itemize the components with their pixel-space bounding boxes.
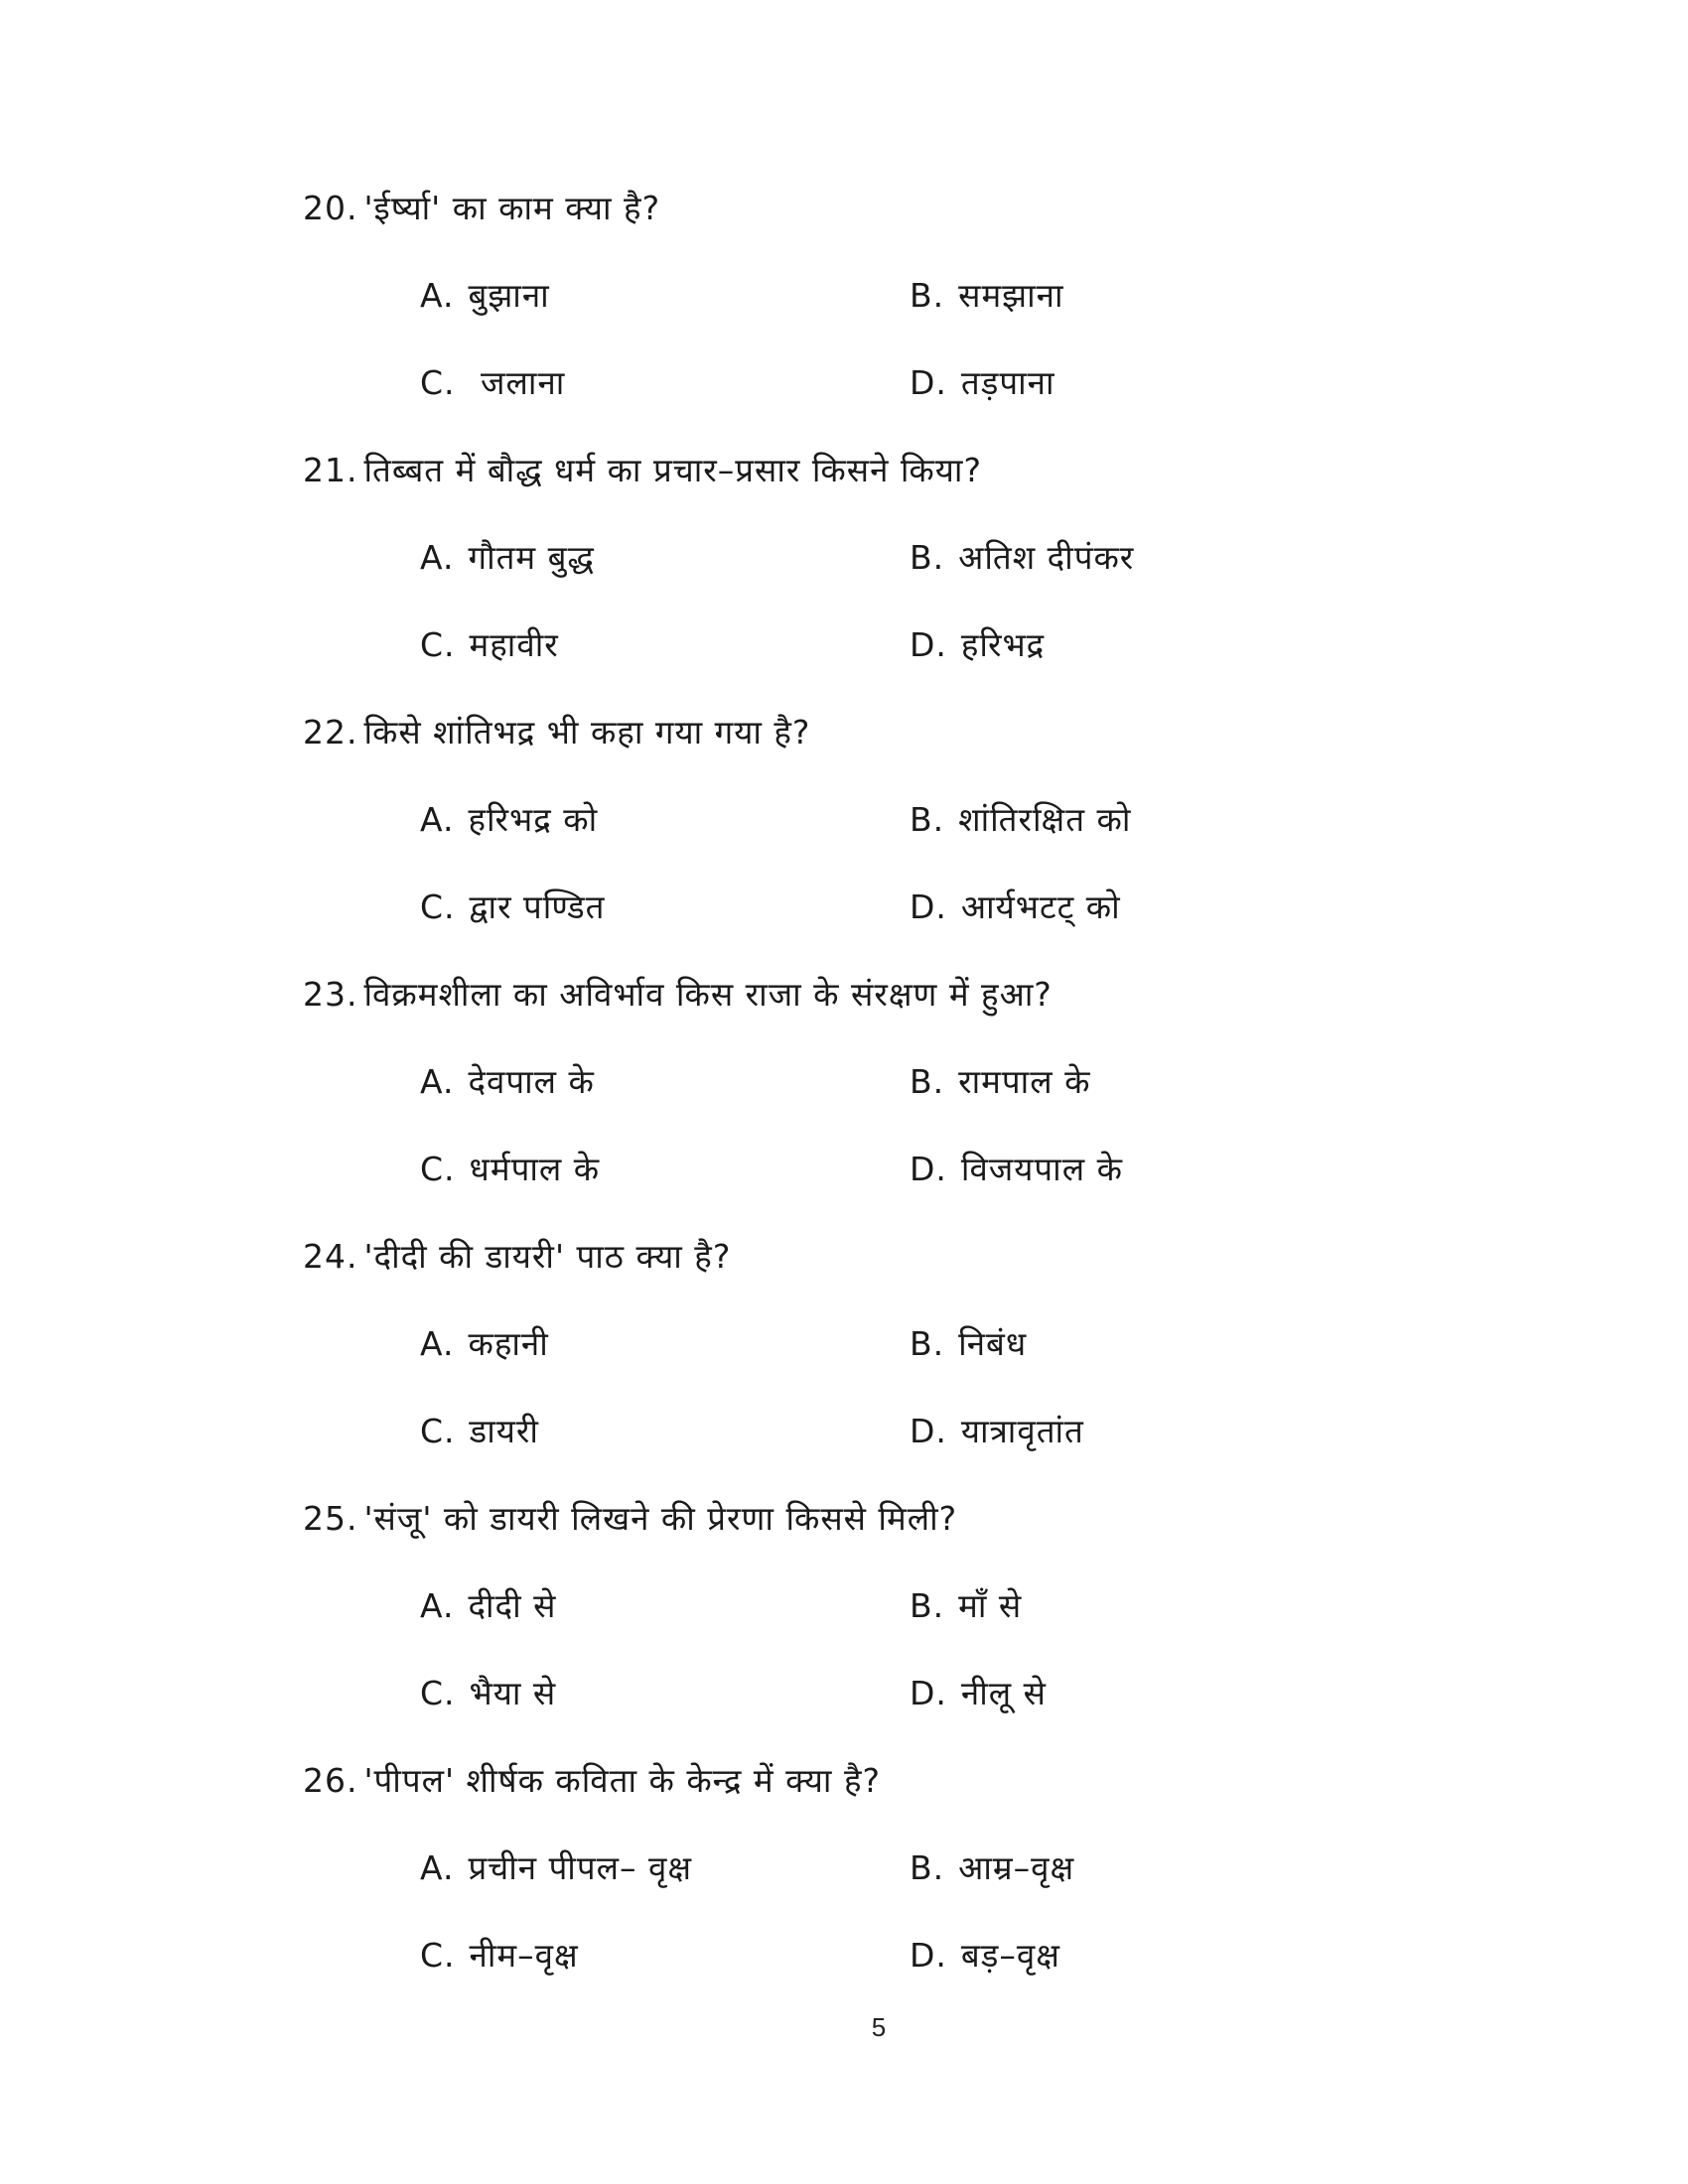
- question-text: [303, 1759, 881, 1803]
- option-letter: A.: [420, 276, 455, 315]
- question-text: [303, 449, 982, 492]
- option-b: [910, 536, 1134, 580]
- option-d: [910, 1672, 1047, 1715]
- option-a: [420, 1846, 692, 1890]
- question-stem: 'दीदी की डायरी' पाठ क्या है?: [363, 1237, 732, 1276]
- option-a: [420, 798, 598, 842]
- question-text: [303, 187, 660, 230]
- option-letter: B.: [910, 1062, 945, 1101]
- option-a: [420, 1060, 595, 1104]
- option-d: [910, 1410, 1084, 1453]
- question-24: [0, 1235, 1688, 1498]
- option-b: [910, 798, 1131, 842]
- option-c: [420, 623, 559, 667]
- question-stem: 'पीपल' शीर्षक कविता के केन्द्र में क्या है?: [363, 1761, 881, 1800]
- question-number: 26.: [303, 1761, 358, 1800]
- question-21: [0, 449, 1688, 712]
- option-letter: D.: [910, 1674, 947, 1712]
- question-20: [0, 187, 1688, 450]
- question-stem: किसे शांतिभद्र भी कहा गया गया है?: [363, 713, 811, 751]
- option-text: भैया से: [469, 1674, 557, 1712]
- option-letter: A.: [420, 1586, 455, 1625]
- option-text: अतिश दीपंकर: [958, 538, 1135, 577]
- option-text: शांतिरक्षित को: [958, 800, 1132, 839]
- option-text: आम्र–वृक्ष: [958, 1848, 1075, 1887]
- question-number: 21.: [303, 451, 358, 489]
- option-letter: B.: [910, 276, 945, 315]
- option-d: [910, 361, 1055, 405]
- option-letter: B.: [910, 1848, 945, 1887]
- option-letter: D.: [910, 1936, 947, 1975]
- option-b: [910, 1060, 1090, 1104]
- question-number: 22.: [303, 713, 358, 751]
- option-b: [910, 1846, 1074, 1890]
- option-text: गौतम बुद्ध: [468, 538, 595, 577]
- question-stem: तिब्बत में बौद्ध धर्म का प्रचार–प्रसार किसने किया?: [363, 451, 982, 489]
- question-25: [0, 1497, 1688, 1760]
- option-letter: D.: [910, 363, 947, 402]
- option-a: [420, 536, 595, 580]
- question-23: [0, 973, 1688, 1236]
- option-a: [420, 1322, 549, 1366]
- option-text: आर्यभटट् को: [960, 887, 1121, 926]
- option-text: समझाना: [958, 276, 1064, 315]
- option-letter: B.: [910, 1586, 945, 1625]
- option-a: [420, 274, 550, 318]
- option-text: बुझाना: [468, 276, 550, 315]
- question-26: [0, 1759, 1688, 2022]
- option-text: महावीर: [469, 625, 559, 664]
- question-stem: विक्रमशीला का अविर्भाव किस राजा के संरक्षण में हुआ?: [363, 975, 1053, 1014]
- option-b: [910, 274, 1064, 318]
- question-number: 25.: [303, 1499, 358, 1538]
- option-c: [420, 1148, 600, 1191]
- option-text: धर्मपाल के: [469, 1150, 601, 1188]
- question-text: [303, 973, 1053, 1017]
- option-letter: A.: [420, 800, 455, 839]
- option-letter: C.: [420, 363, 456, 402]
- option-letter: B.: [910, 800, 945, 839]
- option-letter: A.: [420, 538, 455, 577]
- option-letter: C.: [420, 1412, 456, 1450]
- option-c: [420, 361, 565, 405]
- option-text: दीदी से: [468, 1586, 557, 1625]
- option-text: नीम–वृक्ष: [469, 1936, 579, 1975]
- option-text: प्रचीन पीपल– वृक्ष: [468, 1848, 692, 1887]
- option-letter: A.: [420, 1324, 455, 1363]
- option-d: [910, 886, 1121, 929]
- option-letter: C.: [420, 887, 456, 926]
- option-text: हरिभद्र: [960, 625, 1046, 664]
- option-d: [910, 1934, 1060, 1978]
- option-letter: D.: [910, 887, 947, 926]
- option-text: देवपाल के: [468, 1062, 595, 1101]
- option-b: [910, 1584, 1022, 1628]
- question-text: [303, 1497, 957, 1541]
- page-number: 5: [871, 2012, 887, 2042]
- option-c: [420, 886, 606, 929]
- option-text: निबंध: [958, 1324, 1028, 1363]
- question-text: [303, 711, 810, 754]
- option-text: तड़पाना: [960, 363, 1055, 402]
- option-text: यात्रावृतांत: [960, 1412, 1084, 1450]
- option-letter: D.: [910, 1412, 947, 1450]
- option-a: [420, 1584, 556, 1628]
- option-letter: D.: [910, 1150, 947, 1188]
- option-text: कहानी: [468, 1324, 549, 1363]
- question-stem: 'ईर्ष्या' का काम क्या है?: [363, 189, 661, 227]
- option-d: [910, 623, 1045, 667]
- option-text: बड़–वृक्ष: [960, 1936, 1060, 1975]
- option-letter: B.: [910, 538, 945, 577]
- question-number: 24.: [303, 1237, 358, 1276]
- option-c: [420, 1672, 556, 1715]
- option-letter: A.: [420, 1062, 455, 1101]
- option-letter: C.: [420, 1674, 456, 1712]
- option-text: डायरी: [469, 1412, 539, 1450]
- question-stem: 'संजू' को डायरी लिखने की प्रेरणा किससे मिली?: [363, 1499, 958, 1538]
- question-22: [0, 711, 1688, 974]
- option-letter: C.: [420, 1150, 456, 1188]
- option-c: [420, 1410, 539, 1453]
- option-text: रामपाल के: [958, 1062, 1091, 1101]
- question-number: 20.: [303, 189, 358, 227]
- option-text: जलाना: [469, 363, 566, 402]
- question-number: 23.: [303, 975, 358, 1014]
- option-text: हरिभद्र को: [468, 800, 599, 839]
- option-d: [910, 1148, 1123, 1191]
- option-text: माँ से: [958, 1586, 1023, 1625]
- option-letter: D.: [910, 625, 947, 664]
- option-letter: C.: [420, 1936, 456, 1975]
- option-letter: C.: [420, 625, 456, 664]
- option-b: [910, 1322, 1027, 1366]
- option-letter: B.: [910, 1324, 945, 1363]
- option-letter: A.: [420, 1848, 455, 1887]
- option-text: विजयपाल के: [960, 1150, 1123, 1188]
- option-c: [420, 1934, 579, 1978]
- question-text: [303, 1235, 731, 1279]
- option-text: नीलू से: [960, 1674, 1047, 1712]
- option-text: द्वार पण्डित: [469, 887, 606, 926]
